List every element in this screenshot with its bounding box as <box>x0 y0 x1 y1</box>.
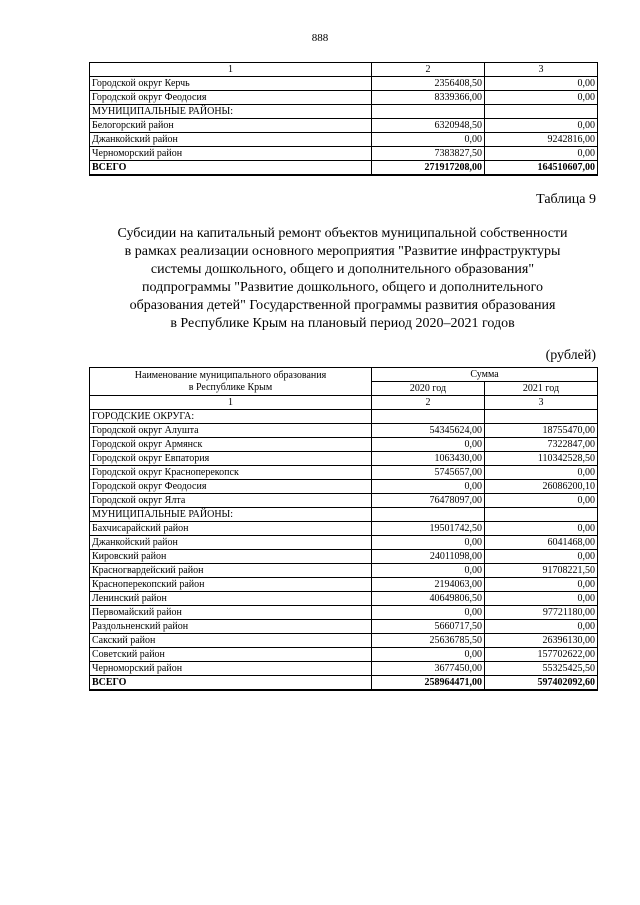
value-2020-cell <box>372 508 485 522</box>
table-row <box>90 620 598 634</box>
table-row <box>90 105 598 119</box>
value-2021-cell: 0,00 <box>485 592 598 606</box>
total-row <box>90 161 598 176</box>
column-number: 2 <box>372 396 485 410</box>
value-2021-cell <box>485 105 598 119</box>
table-row <box>90 662 598 676</box>
subsidies-table <box>89 367 598 691</box>
value-2020-cell: 258964471,00 <box>372 676 485 691</box>
table-row <box>90 536 598 550</box>
value-2021-cell: 0,00 <box>485 494 598 508</box>
value-2020-cell: 1063430,00 <box>372 452 485 466</box>
value-2020-cell: 0,00 <box>372 606 485 620</box>
row-name-cell: Городской округ Армянск <box>90 438 372 452</box>
row-name-cell: Городской округ Красноперекопск <box>90 466 372 480</box>
row-name-cell: Городской округ Феодосия <box>90 91 372 105</box>
header-sum-cell: Сумма <box>372 368 598 382</box>
header-name-cell <box>90 368 372 396</box>
table-row <box>90 592 598 606</box>
table-row <box>90 550 598 564</box>
value-2020-cell: 40649806,50 <box>372 592 485 606</box>
row-name-cell: МУНИЦИПАЛЬНЫЕ РАЙОНЫ: <box>90 105 372 119</box>
document-heading <box>70 225 615 333</box>
header-name-line: Наименование муниципального образования <box>134 369 327 381</box>
row-name-cell: Городской округ Алушта <box>90 424 372 438</box>
table-row <box>90 564 598 578</box>
heading-line: в рамках реализации основного мероприятия "Развитие инфраструктуры <box>124 244 561 259</box>
row-name-cell: Раздольненский район <box>90 620 372 634</box>
table-row <box>90 634 598 648</box>
value-2021-cell: 0,00 <box>485 77 598 91</box>
table-row <box>90 147 598 161</box>
row-name-cell: Советский район <box>90 648 372 662</box>
value-2020-cell: 0,00 <box>372 480 485 494</box>
value-2020-cell <box>372 410 485 424</box>
table-row <box>90 522 598 536</box>
row-name-cell: Городской округ Ялта <box>90 494 372 508</box>
table-row <box>90 410 598 424</box>
row-name-cell: Городской округ Керчь <box>90 77 372 91</box>
value-2021-cell: 0,00 <box>485 522 598 536</box>
value-2021-cell: 0,00 <box>485 620 598 634</box>
value-2021-cell: 97721180,00 <box>485 606 598 620</box>
table-caption: Таблица 9 <box>536 192 596 207</box>
table-row <box>90 452 598 466</box>
value-2021-cell: 91708221,50 <box>485 564 598 578</box>
value-2020-cell <box>372 105 485 119</box>
value-2020-cell: 5660717,50 <box>372 620 485 634</box>
table-row <box>90 578 598 592</box>
value-2021-cell: 0,00 <box>485 578 598 592</box>
value-2020-cell: 0,00 <box>372 536 485 550</box>
value-2020-cell: 76478097,00 <box>372 494 485 508</box>
value-2020-cell: 0,00 <box>372 438 485 452</box>
value-2021-cell: 26086200,10 <box>485 480 598 494</box>
column-number: 1 <box>90 63 372 77</box>
table-row <box>90 606 598 620</box>
heading-line: подпрограммы "Развитие дошкольного, общего и дополнительного <box>141 280 544 295</box>
total-row <box>90 676 598 691</box>
value-2020-cell: 2194063,00 <box>372 578 485 592</box>
column-number: 3 <box>485 63 598 77</box>
row-name-cell: Бахчисарайский район <box>90 522 372 536</box>
row-name-cell: Красноперекопский район <box>90 578 372 592</box>
value-2021-cell: 0,00 <box>485 550 598 564</box>
table-row <box>90 424 598 438</box>
table-row <box>90 480 598 494</box>
row-name-cell: ГОРОДСКИЕ ОКРУГА: <box>90 410 372 424</box>
value-2020-cell: 0,00 <box>372 648 485 662</box>
row-name-cell: Кировский район <box>90 550 372 564</box>
row-name-cell: ВСЕГО <box>90 161 372 176</box>
value-2020-cell: 6320948,50 <box>372 119 485 133</box>
column-number-row <box>90 396 598 410</box>
row-name-cell: Черноморский район <box>90 662 372 676</box>
value-2021-cell: 110342528,50 <box>485 452 598 466</box>
value-2021-cell: 0,00 <box>485 91 598 105</box>
value-2020-cell: 271917208,00 <box>372 161 485 176</box>
table-row <box>90 91 598 105</box>
value-2020-cell: 24011098,00 <box>372 550 485 564</box>
value-2020-cell: 0,00 <box>372 564 485 578</box>
table-row <box>90 466 598 480</box>
value-2021-cell: 164510607,00 <box>485 161 598 176</box>
value-2020-cell: 3677450,00 <box>372 662 485 676</box>
table-row <box>90 648 598 662</box>
value-2021-cell: 157702622,00 <box>485 648 598 662</box>
row-name-cell: Городской округ Феодосия <box>90 480 372 494</box>
table-row <box>90 508 598 522</box>
row-name-cell: МУНИЦИПАЛЬНЫЕ РАЙОНЫ: <box>90 508 372 522</box>
value-2020-cell: 0,00 <box>372 133 485 147</box>
value-2021-cell <box>485 508 598 522</box>
column-number: 1 <box>90 396 372 410</box>
column-number: 2 <box>372 63 485 77</box>
row-name-cell: Черноморский район <box>90 147 372 161</box>
value-2020-cell: 2356408,50 <box>372 77 485 91</box>
header-year-2020: 2020 год <box>372 382 485 396</box>
units-label: (рублей) <box>545 348 596 363</box>
heading-line: в Республике Крым на плановый период 2020–2021 годов <box>170 316 515 331</box>
value-2021-cell: 18755470,00 <box>485 424 598 438</box>
value-2021-cell: 0,00 <box>485 466 598 480</box>
table-row <box>90 438 598 452</box>
value-2021-cell: 597402092,60 <box>485 676 598 691</box>
row-name-cell: Красногвардейский район <box>90 564 372 578</box>
row-name-cell: Белогорский район <box>90 119 372 133</box>
table-row <box>90 119 598 133</box>
continuation-table <box>89 62 598 176</box>
header-year-2021: 2021 год <box>485 382 598 396</box>
table-row <box>90 494 598 508</box>
heading-line: Субсидии на капитальный ремонт объектов муниципальной собственности <box>117 226 568 241</box>
value-2020-cell: 7383827,50 <box>372 147 485 161</box>
row-name-cell: Городской округ Евпатория <box>90 452 372 466</box>
column-number: 3 <box>485 396 598 410</box>
value-2021-cell <box>485 410 598 424</box>
column-number-row <box>90 63 598 77</box>
value-2021-cell: 55325425,50 <box>485 662 598 676</box>
value-2021-cell: 6041468,00 <box>485 536 598 550</box>
row-name-cell: Джанкойский район <box>90 133 372 147</box>
value-2021-cell: 26396130,00 <box>485 634 598 648</box>
heading-line: образования детей" Государственной программы развития образования <box>129 298 556 313</box>
row-name-cell: Сакский район <box>90 634 372 648</box>
row-name-cell: Джанкойский район <box>90 536 372 550</box>
value-2020-cell: 8339366,00 <box>372 91 485 105</box>
table-row <box>90 77 598 91</box>
value-2021-cell: 7322847,00 <box>485 438 598 452</box>
value-2020-cell: 54345624,00 <box>372 424 485 438</box>
row-name-cell: Первомайский район <box>90 606 372 620</box>
row-name-cell: Ленинский район <box>90 592 372 606</box>
table-row <box>90 133 598 147</box>
value-2021-cell: 0,00 <box>485 147 598 161</box>
header-row <box>90 368 598 382</box>
value-2020-cell: 19501742,50 <box>372 522 485 536</box>
page-number: 888 <box>311 32 329 44</box>
heading-line: системы дошкольного, общего и дополнительного образования" <box>150 262 535 277</box>
value-2021-cell: 9242816,00 <box>485 133 598 147</box>
row-name-cell: ВСЕГО <box>90 676 372 691</box>
value-2020-cell: 5745657,00 <box>372 466 485 480</box>
value-2021-cell: 0,00 <box>485 119 598 133</box>
value-2020-cell: 25636785,50 <box>372 634 485 648</box>
header-name-line: в Республике Крым <box>188 381 273 393</box>
